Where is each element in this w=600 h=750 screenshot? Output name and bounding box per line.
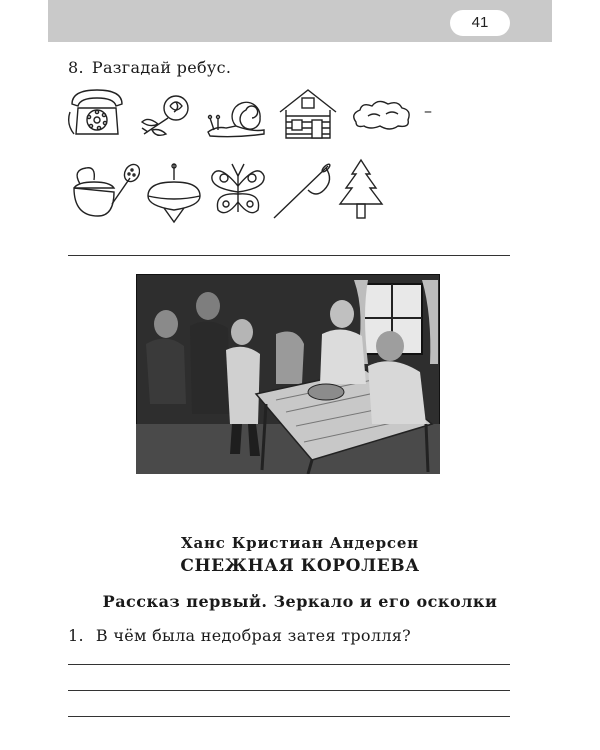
question-1 (68, 626, 411, 645)
log-house-icon (276, 86, 340, 142)
answer-line-1[interactable] (68, 664, 510, 665)
page-number: 41 (450, 10, 510, 36)
fir-tree-icon (334, 158, 388, 224)
rose-icon (136, 88, 198, 140)
task-number: 8. (68, 58, 84, 77)
telephone-icon (66, 82, 128, 140)
question-text: В чём была недобрая затея тролля? (95, 626, 412, 645)
watering-can-icon (64, 160, 140, 222)
needle-icon (268, 160, 338, 222)
author-name: Ханс Кристиан Андерсен (181, 534, 419, 552)
illustration-snow-queen-scene (136, 274, 440, 474)
answer-line-2[interactable] (68, 690, 510, 691)
rebus-dash: – (424, 101, 432, 120)
chapter-title: Рассказ первый. Зеркало и его осколки (102, 592, 498, 611)
cloud-icon (350, 98, 414, 132)
task-instruction: Разгадай ребус. (91, 58, 232, 77)
question-number: 1. (68, 626, 84, 645)
spinning-top-icon (142, 162, 206, 224)
butterfly-icon (208, 160, 268, 222)
rebus-answer-line[interactable] (68, 255, 510, 256)
task-8-heading (68, 58, 231, 77)
answer-line-3[interactable] (68, 716, 510, 717)
snail-icon (206, 92, 268, 140)
book-title: СНЕЖНАЯ КОРОЛЕВА (180, 556, 420, 576)
